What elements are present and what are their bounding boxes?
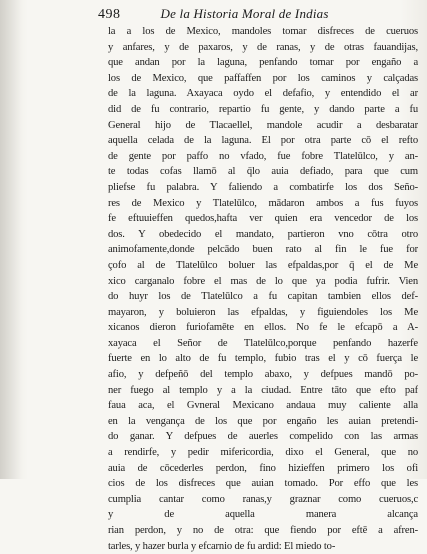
text-line: de gente por paffo no vfado, fue fobre Tlatelūlco, y an- xyxy=(108,150,418,162)
text-line: xayaca el Señor de Tlatelūlco,porque penfando hazerfe xyxy=(108,337,418,349)
text-line: dos. Y obedecido el mandato, partieron vno cōtra otro xyxy=(108,228,418,240)
text-line: aquella celada de la laguna. El por otra parte cō el refto xyxy=(108,135,418,147)
text-line: faua aca, el Gvneral Mexicano andaua muy caliente alla xyxy=(108,400,418,412)
text-line: çofo al de Tlatelūlco boluer las efpaldas,por q̄ el de Me xyxy=(108,259,418,271)
text-line: do ganar. Y defpues de auerles compelido con las armas xyxy=(108,431,418,443)
text-line: res de Mexico y Tlatelūlco, mādaron ambos a fus fuyos xyxy=(108,197,418,209)
text-line: en la vengança de los que por engaño les auian pretendi- xyxy=(108,415,418,427)
text-line: cumplia cantar como ranas,y graznar como cueruos,c xyxy=(108,493,418,505)
text-line: los de Mexico, que paffaffen por los caminos y calçadas xyxy=(108,72,418,84)
running-head xyxy=(98,6,329,23)
text-line: pliefse fu palabra. Y faliendo a combatirfe los dos Seño- xyxy=(108,181,418,193)
text-line: y de aquella manera alcança xyxy=(108,509,418,521)
text-line: de la laguna. Axayaca oydo el defafio, y entendido el ar xyxy=(108,88,418,100)
text-line: tarles, y hazer burla y efcarnio de fu ardid: El miedo to- xyxy=(108,540,336,552)
text-line: ner fuego al templo y a la ciudad. Entre tāto que efto paf xyxy=(108,384,418,396)
page-number: 498 xyxy=(98,7,121,22)
text-line: a rendirfe, y pedir mifericordia, dixo el General, que no xyxy=(108,447,418,459)
text-line: did de fu contrario, repartio fu gente, y dando parte a fu xyxy=(108,103,418,115)
gutter-shadow xyxy=(0,0,22,479)
text-line: mayaron, y boluieron las efpaldas, y figuiendoles los Me xyxy=(108,306,418,318)
running-title: De la Historia Moral de Indias xyxy=(160,6,329,21)
text-line: animofamente,donde pelcādo buen rato al fin le fue for xyxy=(108,244,418,256)
text-line: que andan por la laguna, penfando tomar por engaño a xyxy=(108,57,418,69)
text-line: auia de cōcederles perdon, fino hizieffen primero los ofi xyxy=(108,462,418,474)
text-line: xicanos dieron furiofamēte en ellos. No fe le efcapō a A- xyxy=(108,322,418,334)
text-line: fe eftuuieffen quedos,hafta ver quien era vencedor de los xyxy=(108,213,418,225)
text-line: la a los de Mexico, mandoles tomar disfreces de cueruos xyxy=(108,26,418,37)
text-line: cios de los disfreces que auian tomado. Por effo que les xyxy=(108,478,418,490)
body-text xyxy=(108,24,418,554)
text-line: afio, y defpeñō del templo abaxo, y defpues mandō po- xyxy=(108,369,418,381)
text-line: te todas cofas llamō al q̄lo auia defiado, para que cum xyxy=(108,166,418,178)
text-line: do huyr los de Tlatelūlco a fu capitan tambien ellos def- xyxy=(108,291,418,303)
text-line: fuerte en lo alto de fu templo, fubio tras el y cō fuerça le xyxy=(108,353,418,365)
text-line: General hijo de Tlacaellel, mandole acudir a desbaratar xyxy=(108,119,418,131)
text-line: rian perdon, y no de otra: que fiendo por eftē a afren- xyxy=(108,525,418,536)
text-line: y anfares, y de paxaros, y de ranas, y de otras fauandijas, xyxy=(108,41,418,53)
text-line: xico carganalo fobre el mas de lo que ya podia fufrir. Vien xyxy=(108,275,418,287)
